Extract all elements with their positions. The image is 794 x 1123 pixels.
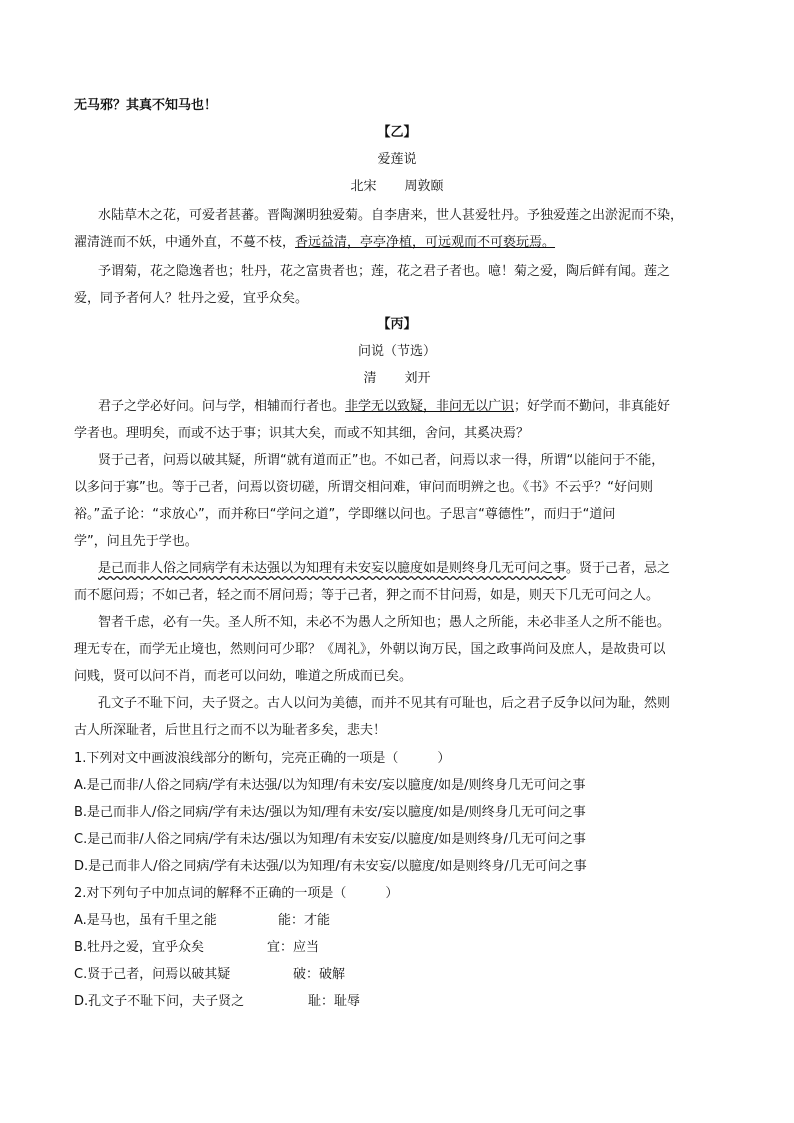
bing-p2-line3: 裕。”孟子论：“求放心”，而并称曰“学问之道”，学即继以问也。子思言“尊德性”，而归于“道问 — [74, 507, 616, 522]
question-2: 2.对下列句子中加点词的解释不正确的一项是（ ） — [74, 886, 399, 901]
yi-p1-line2 — [74, 234, 555, 252]
section-bing-byline — [0, 370, 794, 388]
yi-p1-line1: 水陆草木之花，可爱者甚蕃。晋陶渊明独爱菊。自李唐来，世人甚爱牡丹。予独爱莲之出淤泥而不染， — [98, 208, 684, 223]
top-line: 无马邪？其真不知马也！ — [74, 98, 218, 113]
yi-p2-line1: 予谓菊，花之隐逸者也；牡丹，花之富贵者也；莲，花之君子者也。噫！菊之爱，陶后鲜有闻。莲之 — [98, 264, 671, 279]
question-2-option-a-explanation: 能：才能 — [278, 913, 331, 928]
question-1-option-c: C.是己而非/人俗之同病/学有未达/强以为知理/有未安妄/以臆度/如是则终身/几无可问之事 — [74, 832, 586, 847]
bing-author: 刘开 — [404, 371, 431, 386]
bing-p3-line1 — [98, 560, 670, 578]
section-yi-title: 爱莲说 — [377, 152, 417, 167]
question-2-option-d-explanation: 耻：耻辱 — [308, 994, 361, 1009]
yi-underlined-sentence: 香远益清，亭亭净植，可远观而不可亵玩焉。 — [295, 235, 556, 250]
yi-dynasty: 北宋 — [350, 179, 377, 194]
question-2-option-c-explanation: 破：破解 — [293, 967, 346, 982]
section-yi-byline — [0, 178, 794, 196]
bing-p4-line3: 问贱，贤可以问不肖，而老可以问幼，唯道之所成而已矣。 — [74, 669, 413, 684]
question-2-option-d: D.孔文子不耻下问，夫子贤之 — [74, 994, 245, 1009]
question-2-option-a: A.是马也，虽有千里之能 — [74, 913, 217, 928]
bing-wavy-sentence: 是己而非人俗之同病学有未达强以为知理有未安妄以臆度如是则终身几无可问之事 — [98, 561, 567, 576]
bing-p3-line2: 而不愿问焉；不如己者，轻之而不屑问焉；等于己者，狎之而不甘问焉，如是，则天下几无可问之人。 — [74, 588, 660, 603]
bing-p2-line4: 学”，问且先于学也。 — [74, 534, 198, 549]
section-yi-heading: 【乙】 — [377, 125, 417, 140]
bing-p2-line2: 以多问于寡”也。等于己者，问焉以资切磋，所谓交相问难，审问而明辨之也。《书》不云乎？“好问则 — [74, 480, 653, 495]
bing-p1-line1 — [98, 398, 670, 416]
question-2-option-b-explanation: 宜：应当 — [267, 940, 320, 955]
bing-dynasty: 清 — [363, 371, 377, 386]
bing-p1-line2: 学者也。理明矣，而或不达于事；识其大矣，而或不知其细，舍问，其奚决焉？ — [74, 426, 530, 441]
bing-p1-line1-a: 君子之学必好问。问与学，相辅而行者也。 — [98, 399, 346, 414]
bing-p4-line2: 理无专在，而学无止境也，然则问可少耶？《周礼》，外朝以询万民，国之政事尚问及庶人，是故贵可以 — [74, 642, 666, 657]
yi-p1-line2-a: 濯清涟而不妖，中通外直，不蔓不枝， — [74, 235, 296, 250]
section-bing-title: 问说（节选） — [357, 344, 436, 359]
question-1-option-b: B.是己而非人/俗之同病/学有未达/强以为知/理有未安/妄以臆度/如是/则终身几无可问之事 — [74, 805, 586, 820]
bing-p5-line2: 古人所深耻者，后世且行之而不以为耻者多矣，悲夫！ — [74, 723, 387, 738]
bing-p1-line1-c: ；好学而不勤问，非真能好 — [514, 399, 671, 414]
question-2-option-c: C.贤于己者，问焉以破其疑 — [74, 967, 231, 982]
question-1-option-d: D.是己而非人/俗之同病/学有未达强/以为知理/有未安妄/以臆度/如是则终身/几无可问之事 — [74, 859, 587, 874]
yi-p2-line2: 爱，同予者何人？牡丹之爱，宜乎众矣。 — [74, 291, 309, 306]
yi-author: 周敦颐 — [404, 179, 444, 194]
bing-p2-line1: 贤于己者，问焉以破其疑，所谓“就有道而正”也。不如己者，问焉以求一得，所谓“以能问于不能， — [98, 453, 665, 468]
question-1-option-a: A.是己而非/人俗之同病/学有未达强/以为知理/有未安/妄以臆度/如是/则终身几无可问之事 — [74, 778, 586, 793]
question-1: 1.下列对文中画波浪线部分的断句，完亮正确的一项是（ ） — [74, 751, 451, 766]
section-bing-heading: 【丙】 — [377, 317, 417, 332]
bing-underlined-sentence: 非学无以致疑，非问无以广识 — [345, 399, 515, 414]
question-2-option-b: B.牡丹之爱，宜乎众矣 — [74, 940, 205, 955]
bing-p3-line1-b: 。贤于己者，忌之 — [566, 561, 671, 576]
bing-p5-line1: 孔文子不耻下问，夫子贤之。古人以问为美德，而并不见其有可耻也，后之君子反争以问为耻，然则 — [98, 696, 671, 711]
bing-p4-line1: 智者千虑，必有一失。圣人所不知，未必不为愚人之所知也；愚人之所能，未必非圣人之所不能也。 — [98, 615, 671, 630]
